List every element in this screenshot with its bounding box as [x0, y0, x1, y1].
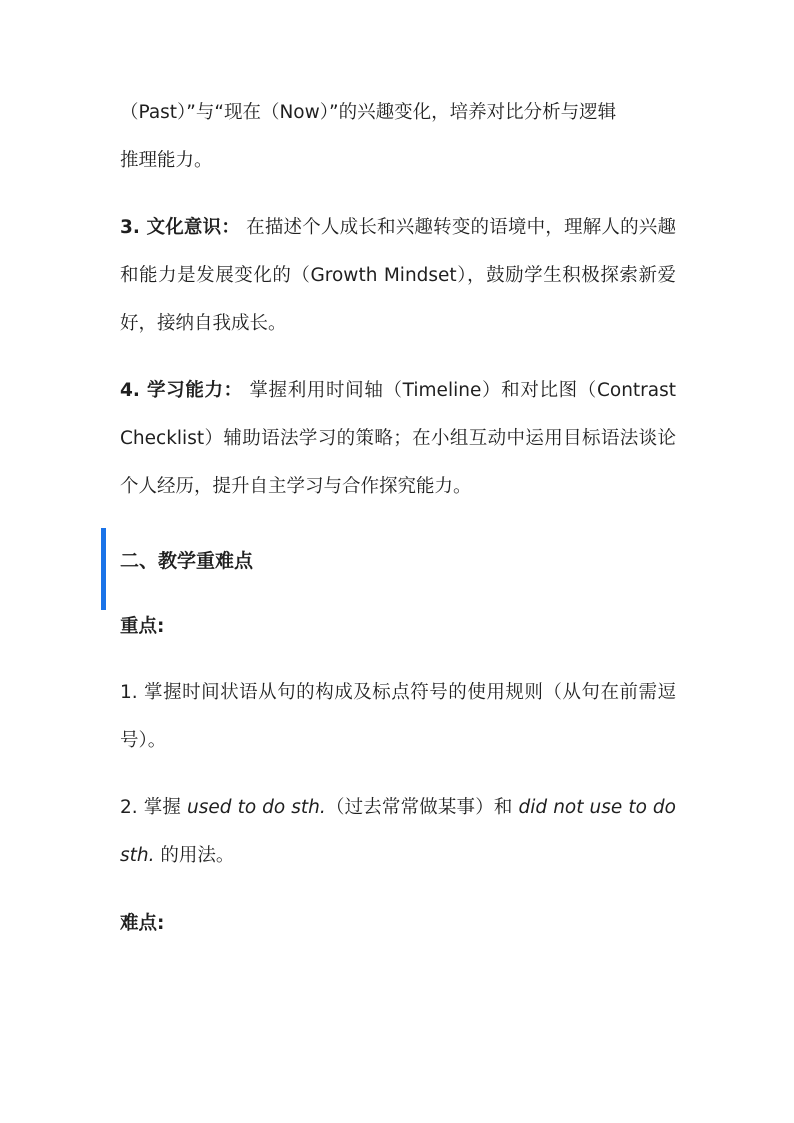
keypoint-2-prefix: 2. 掌握: [120, 797, 188, 818]
learning-objective-text: 掌握利用时间轴（Timeline）和对比图（Contrast Checklist）辅助语法学习的策略；在小组互动中运用目标语法谈论个人经历，提升自主学习与合作探究能力。: [120, 380, 677, 497]
culture-objective-label: 3. 文化意识：: [120, 217, 241, 238]
keypoint-2-suffix: 的用法。: [154, 845, 235, 866]
keypoint-item-2: [120, 784, 676, 880]
keypoints-label: 重点:: [120, 616, 165, 637]
thinking-line-1: （Past）”与“现在（Now）”的兴趣变化，培养对比分析与逻辑: [120, 102, 617, 123]
thinking-objective-continuation: [120, 89, 676, 185]
keypoint-2-middle: （过去常常做某事）和: [325, 797, 519, 818]
culture-objective: [120, 204, 676, 348]
thinking-line-2: 推理能力。: [120, 150, 213, 171]
learning-objective-label: 4. 学习能力：: [120, 380, 243, 401]
keypoint-item-1: 1. 掌握时间状语从句的构成及标点符号的使用规则（从句在前需逗号）。: [120, 682, 676, 751]
difficulties-label: 难点:: [120, 913, 165, 934]
culture-objective-text: 在描述个人成长和兴趣转变的语境中，理解人的兴趣和能力是发展变化的（Growth Mindset），鼓励学生积极探索新爱好，接纳自我成长。: [120, 217, 677, 334]
learning-objective: [120, 367, 676, 511]
section-accent-bar: [101, 528, 106, 610]
section-heading: 二、教学重难点: [120, 550, 254, 572]
keypoint-2-phrase-used-to: used to do sth.: [187, 797, 326, 818]
keypoint-2-phrase-did-not-use-to: did not use to do sth.: [120, 797, 676, 866]
